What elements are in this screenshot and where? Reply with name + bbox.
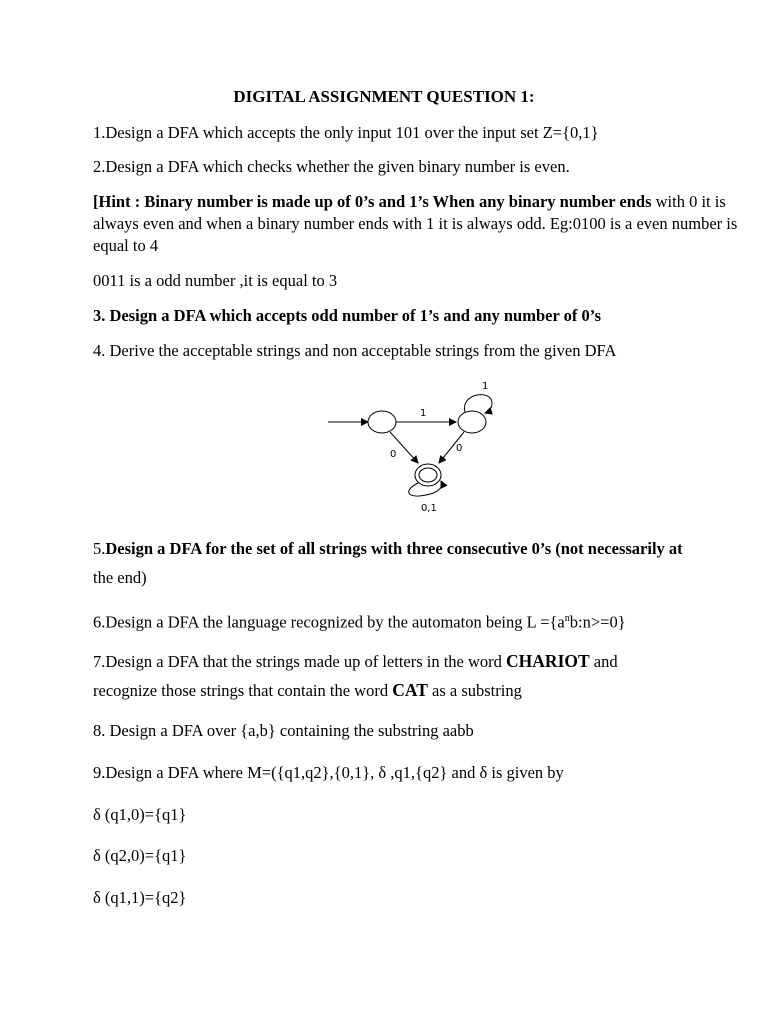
question-6-prefix: 6.Design a DFA the language recognized by the automaton being L ={a — [93, 612, 565, 632]
question-7-line-2 — [93, 679, 522, 702]
question-7-suffix: and — [589, 652, 618, 671]
dfa-diagram — [320, 375, 520, 520]
label-loop-01: 0,1 — [421, 503, 437, 514]
question-6-suffix: b:n>=0} — [569, 612, 626, 632]
hint-rest: with 0 it is always even and when a binary number ends with 1 it is always odd. Eg:0100 is a even number is equal to 4 — [93, 192, 738, 255]
transition-1: δ (q1,0)={q1} — [93, 805, 187, 824]
transition-2: δ (q2,0)={q1} — [93, 846, 187, 865]
question-5-line-2: the end) — [93, 568, 147, 587]
transition-3: δ (q1,1)={q2} — [93, 888, 187, 907]
question-5-number: 5. — [93, 539, 106, 558]
label-edge-1: 1 — [420, 408, 427, 419]
state-middle — [458, 411, 486, 433]
question-7-word-cat: CAT — [392, 680, 428, 700]
question-7-line2-prefix: recognize those strings that contain the word — [93, 681, 393, 700]
question-5-line-1 — [93, 538, 683, 560]
hint-paragraph — [93, 191, 743, 257]
question-1: 1.Design a DFA which accepts the only input 101 over the input set Z={0,1} — [93, 123, 599, 142]
loop-middle — [464, 395, 492, 413]
question-9: 9.Design a DFA where M=({q1,q2},{0,1}, δ ,q1,{q2} and δ is given by — [93, 763, 564, 782]
question-3: 3. Design a DFA which accepts odd number of 1’s and any number of 0’s — [93, 306, 602, 325]
state-start — [368, 411, 396, 433]
question-4: 4. Derive the acceptable strings and non acceptable strings from the given DFA — [93, 341, 617, 360]
question-7-line2-suffix: as a substring — [427, 681, 522, 700]
label-edge-0-right: 0 — [456, 443, 463, 454]
hint-bold: [Hint : Binary number is made up of 0’s and 1’s When any binary number ends — [93, 192, 652, 211]
page-title: DIGITAL ASSIGNMENT QUESTION 1: — [233, 87, 535, 106]
question-7-line-1 — [93, 650, 618, 673]
label-loop-1: 1 — [482, 381, 489, 392]
question-6 — [93, 608, 626, 634]
hint-line-2: 0011 is a odd number ,it is equal to 3 — [93, 271, 338, 290]
question-5-bold: Design a DFA for the set of all strings with three consecutive 0’s (not necessarily at — [105, 539, 683, 558]
question-7-word-chariot: CHARIOT — [506, 651, 590, 671]
question-7-prefix: 7.Design a DFA that the strings made up of letters in the word — [93, 652, 507, 671]
label-edge-0-left: 0 — [390, 449, 397, 460]
question-2: 2.Design a DFA which checks whether the given binary number is even. — [93, 157, 570, 176]
question-8: 8. Design a DFA over {a,b} containing the substring aabb — [93, 721, 474, 740]
question-6-sup: n — [564, 613, 570, 624]
